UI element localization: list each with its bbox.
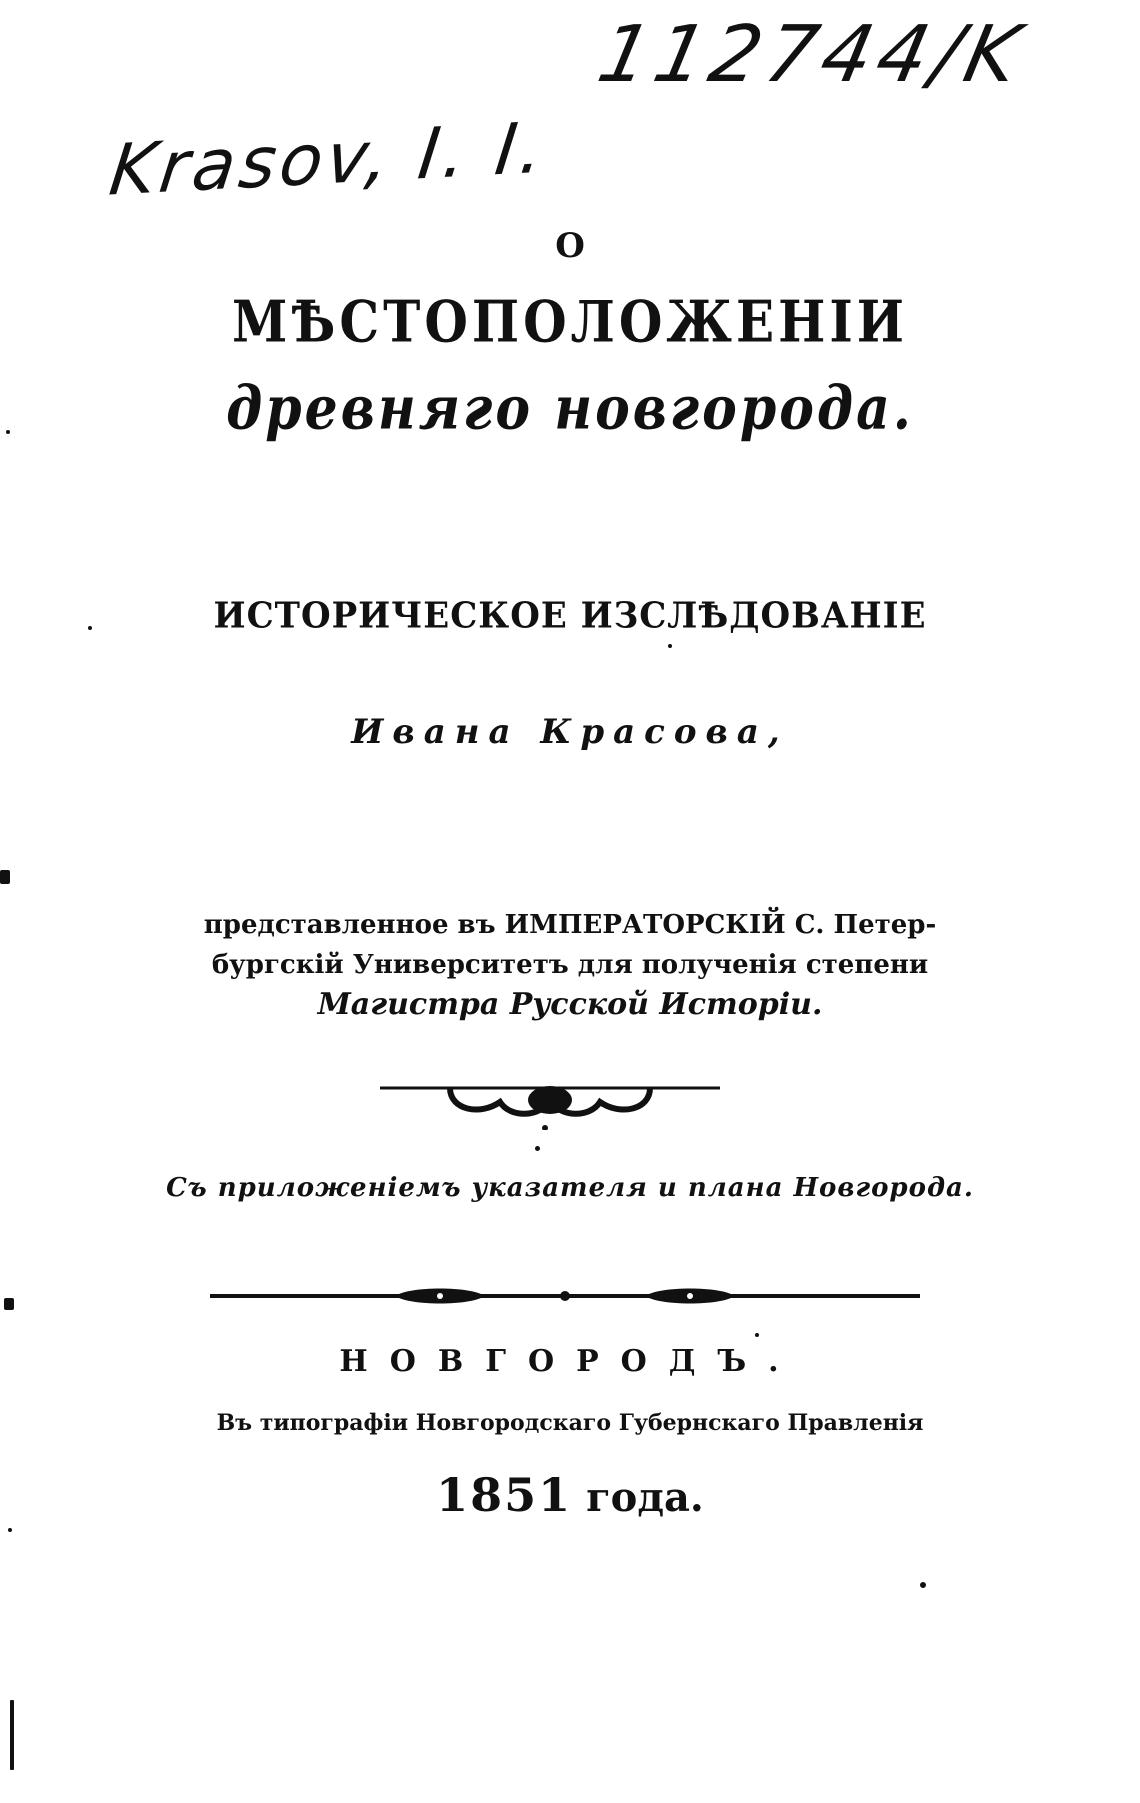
long-ornament-rule — [210, 1284, 920, 1308]
author-name: Ивана Красова, — [351, 712, 789, 752]
presentation-line-2: бургскій Университетъ для полученія степени — [211, 950, 929, 980]
subtitle: ИСТОРИЧЕСКОЕ ИЗСЛѢДОВАНІЕ — [213, 595, 927, 637]
handwritten-catalog-number: 112744/K — [590, 10, 1033, 100]
presentation-line-1: представленное въ ИМПЕРАТОРСКІЙ С. Петер- — [203, 910, 937, 940]
imprint-year-word: года. — [586, 1474, 704, 1521]
title-line-1: МѢСТОПОЛОЖЕНІИ — [231, 287, 909, 356]
imprint-year: 1851 — [436, 1468, 573, 1522]
presentation-statement — [150, 905, 990, 1025]
imprint-year-line — [0, 1468, 1140, 1522]
appendix-note: Съ приложеніемъ указателя и плана Новгорода. — [166, 1173, 974, 1203]
small-ornament-rule — [380, 1070, 720, 1130]
handwritten-author-note: Krasov, I. I. — [105, 106, 552, 212]
presentation-line-3: Магистра Русской Исторіи. — [317, 987, 823, 1022]
imprint-press: Въ типографіи Новгородскаго Губернскаго Правленія — [216, 1410, 924, 1436]
title-line-2: древняго новгорода. — [226, 373, 914, 444]
imprint-city: НОВГОРОДЪ. — [339, 1344, 801, 1379]
title-preposition: О — [555, 226, 585, 266]
